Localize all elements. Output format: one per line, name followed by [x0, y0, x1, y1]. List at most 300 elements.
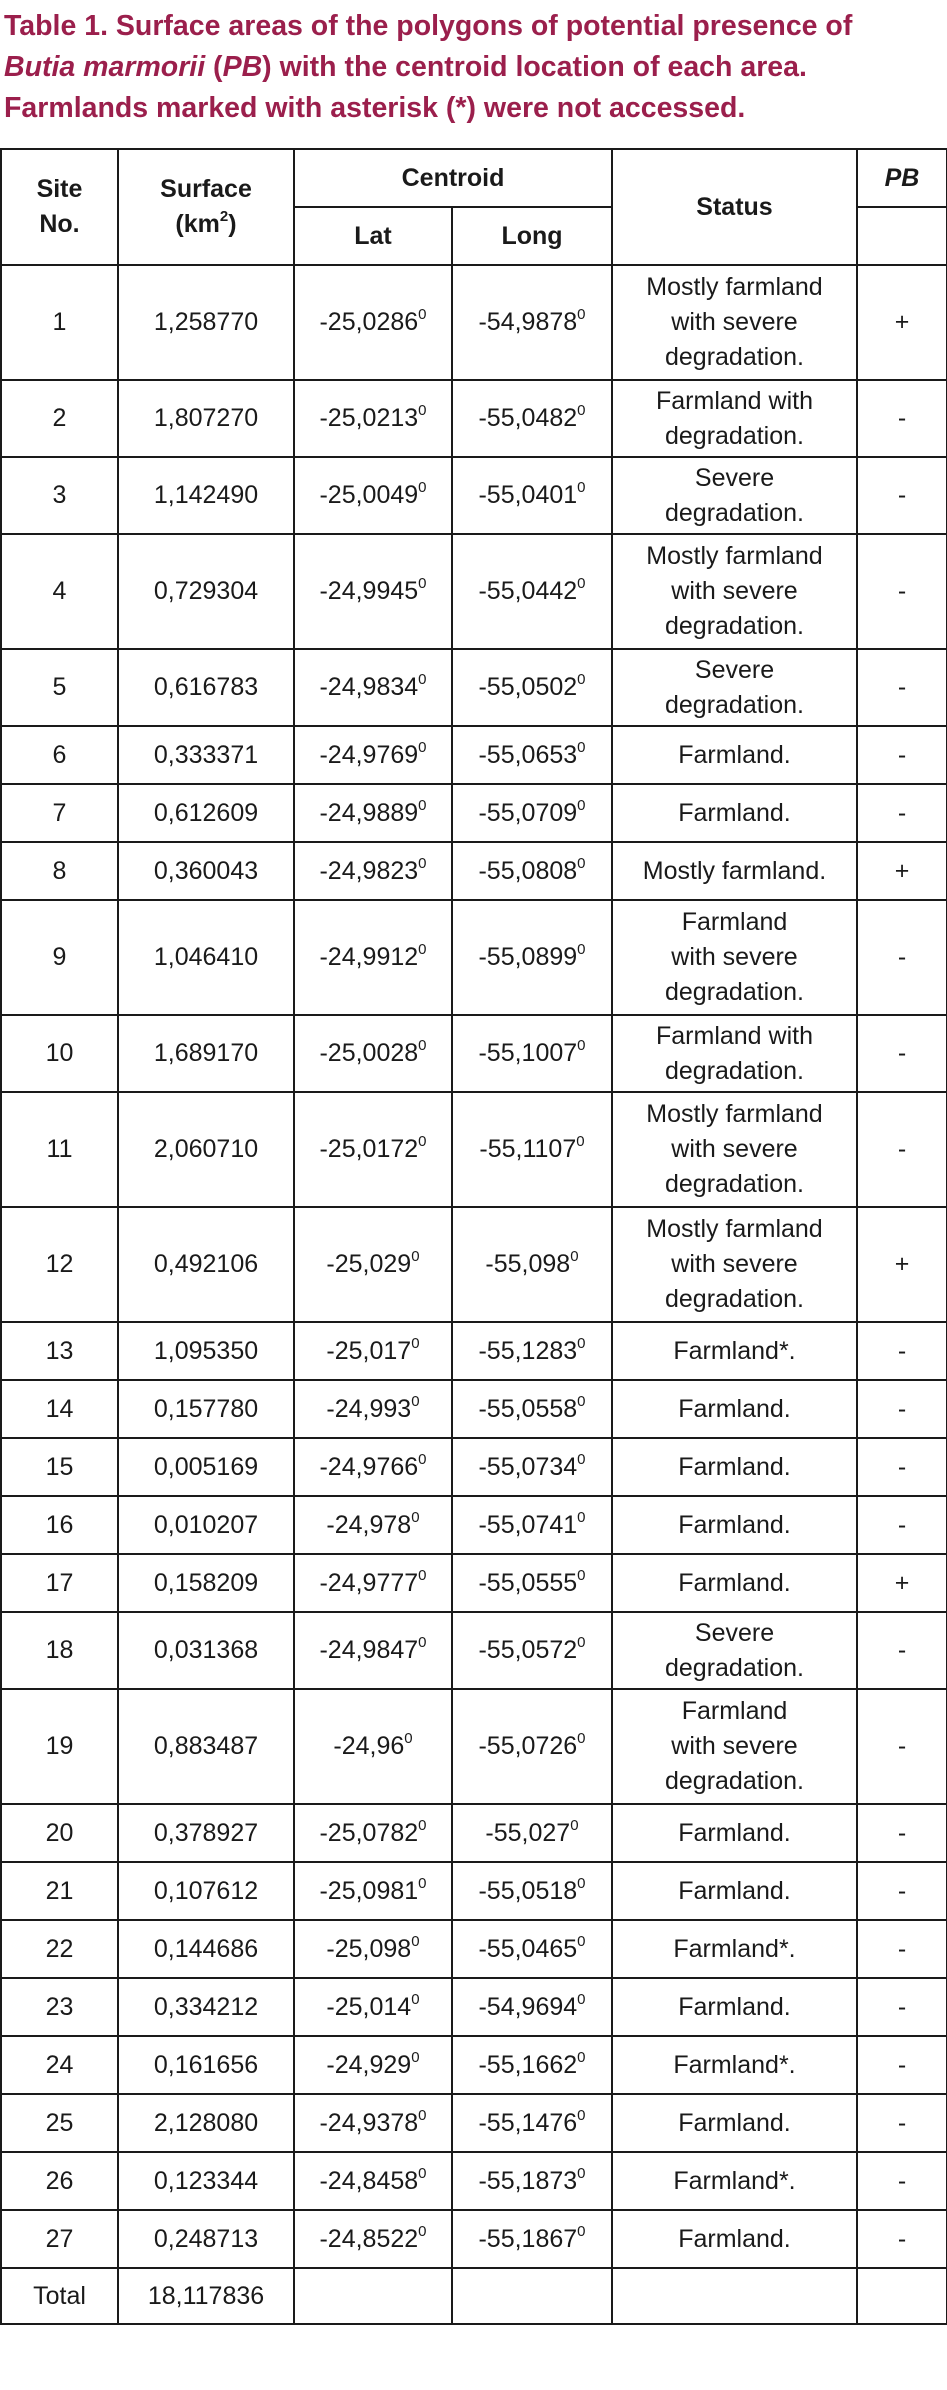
cell-site: 4 — [1, 534, 118, 649]
cell-site: 9 — [1, 900, 118, 1015]
table-row — [1, 1862, 947, 1920]
cell-status — [612, 784, 857, 842]
cell-surface: 0,333371 — [118, 726, 294, 784]
degree-mark: 0 — [577, 402, 586, 419]
cell-pb: + — [857, 1207, 947, 1322]
table-row — [1, 1438, 947, 1496]
table-row — [1, 2152, 947, 2210]
caption-pb: PB — [222, 51, 263, 83]
lat-value: -25,0213 — [319, 404, 419, 432]
long-value: -55,1867 — [478, 2224, 578, 2253]
status-line: degradation. — [664, 1285, 804, 1313]
lat-value: -25,0172 — [319, 1135, 419, 1163]
cell-status — [612, 1612, 857, 1689]
cell-long — [452, 2210, 612, 2268]
long-value: -55,098 — [485, 1250, 571, 1278]
cell-long — [452, 1092, 612, 1207]
cell-site: 24 — [1, 2036, 118, 2094]
lat-value: -24,978 — [326, 1510, 412, 1539]
lat-value: -25,0981 — [319, 1876, 419, 1905]
status-line: Farmland with — [656, 1021, 813, 1050]
long-value: -54,9878 — [478, 308, 578, 336]
cell-long — [452, 1207, 612, 1322]
long-value: -55,0726 — [478, 1732, 578, 1760]
long-value: -55,0555 — [478, 1568, 578, 1597]
table-caption — [4, 6, 934, 129]
status-line: Mostly farmland — [646, 1100, 823, 1128]
cell-pb: - — [857, 726, 947, 784]
lat-value: -25,017 — [326, 1336, 412, 1365]
header-surface: Surface $(km^2)$ — [118, 149, 294, 265]
cell-lat — [294, 1322, 452, 1380]
status-line: with severe — [671, 577, 798, 605]
cell-long — [452, 1380, 612, 1438]
status-line: degradation. — [664, 1170, 804, 1198]
cell-site: 10 — [1, 1015, 118, 1092]
caption-line-3: Farmlands marked with asterisk (*) were not accessed. — [4, 92, 746, 124]
degree-mark: 0 — [577, 796, 586, 814]
cell-pb: - — [857, 1804, 947, 1862]
status-line: degradation. — [664, 1056, 804, 1085]
cell-lat — [294, 1380, 452, 1438]
cell-site: 17 — [1, 1554, 118, 1612]
degree-mark: 0 — [577, 854, 586, 872]
lat-value: -24,8522 — [319, 2224, 419, 2253]
header-lat: Lat — [294, 207, 452, 265]
cell-lat — [294, 1092, 452, 1207]
cell-lat — [294, 1804, 452, 1862]
status-line: degradation. — [664, 1767, 804, 1795]
degree-mark: 0 — [577, 1334, 586, 1352]
cell-site: 15 — [1, 1438, 118, 1496]
degree-mark: 0 — [577, 1037, 586, 1054]
cell-long — [452, 380, 612, 457]
degree-mark: 0 — [418, 479, 427, 496]
long-value: -55,027 — [485, 1818, 571, 1847]
table-row — [1, 1554, 947, 1612]
degree-mark: 0 — [411, 1392, 420, 1410]
cell-site: 18 — [1, 1612, 118, 1689]
cell-long — [452, 2094, 612, 2152]
cell-site: 8 — [1, 842, 118, 900]
cell-pb: - — [857, 2152, 947, 2210]
status-line: Farmland. — [678, 1818, 791, 1847]
cell-pb: - — [857, 2036, 947, 2094]
cell-lat — [294, 649, 452, 726]
cell-lat — [294, 265, 452, 380]
cell-lat — [294, 1015, 452, 1092]
caption-open: ( — [205, 51, 223, 83]
cell-status — [612, 1438, 857, 1496]
degree-mark: 0 — [577, 1566, 586, 1584]
long-value: -55,0572 — [478, 1636, 578, 1664]
degree-mark: 0 — [570, 1816, 579, 1834]
cell-status — [612, 2152, 857, 2210]
long-value: -55,0741 — [478, 1510, 578, 1539]
cell-site: 6 — [1, 726, 118, 784]
cell-lat — [294, 2036, 452, 2094]
status-line: with severe — [671, 308, 798, 336]
table-row — [1, 1322, 947, 1380]
status-line: Farmland. — [678, 2224, 791, 2253]
status-line: degradation. — [664, 1653, 804, 1682]
status-line: Farmland with — [656, 386, 813, 415]
cell-lat — [294, 842, 452, 900]
cell-pb: - — [857, 1438, 947, 1496]
total-surface: 18,117836 — [118, 2268, 294, 2324]
long-value: -55,0899 — [478, 943, 578, 971]
cell-site: 20 — [1, 1804, 118, 1862]
cell-long — [452, 1920, 612, 1978]
degree-mark: 0 — [418, 1133, 427, 1150]
table-row — [1, 784, 947, 842]
cell-surface: 2,060710 — [118, 1092, 294, 1207]
cell-status — [612, 2094, 857, 2152]
table-row — [1, 842, 947, 900]
header-pb: PB — [857, 149, 947, 207]
degree-mark: 0 — [577, 941, 586, 958]
lat-value: -24,9889 — [319, 798, 419, 827]
degree-mark: 0 — [577, 671, 586, 688]
cell-pb: - — [857, 1322, 947, 1380]
lat-value: -25,0049 — [319, 481, 419, 509]
cell-site: 22 — [1, 1920, 118, 1978]
status-line: Farmland*. — [673, 2166, 796, 2195]
degree-mark: 0 — [411, 1334, 420, 1352]
cell-surface: 0,360043 — [118, 842, 294, 900]
status-line: degradation. — [664, 612, 804, 640]
status-line: degradation. — [664, 421, 804, 450]
cell-lat — [294, 1554, 452, 1612]
cell-site: 27 — [1, 2210, 118, 2268]
status-line: degradation. — [664, 690, 804, 719]
cell-lat — [294, 1496, 452, 1554]
cell-surface: 1,046410 — [118, 900, 294, 1015]
status-line: Mostly farmland — [646, 542, 823, 570]
cell-site: 13 — [1, 1322, 118, 1380]
degree-mark: 0 — [577, 2222, 586, 2240]
cell-status — [612, 1804, 857, 1862]
degree-mark: 0 — [418, 738, 427, 756]
cell-site: 7 — [1, 784, 118, 842]
cell-surface: 1,689170 — [118, 1015, 294, 1092]
cell-status — [612, 380, 857, 457]
cell-site: 11 — [1, 1092, 118, 1207]
cell-site: 19 — [1, 1689, 118, 1804]
cell-status — [612, 534, 857, 649]
status-line: degradation. — [664, 498, 804, 527]
status-line: Mostly farmland — [646, 273, 823, 301]
long-value: -55,1107 — [479, 1135, 577, 1163]
lat-value: -24,993 — [326, 1394, 412, 1423]
cell-lat — [294, 1689, 452, 1804]
cell-long — [452, 900, 612, 1015]
cell-pb: + — [857, 265, 947, 380]
lat-value: -25,014 — [326, 1992, 412, 2021]
header-pb-empty — [857, 207, 947, 265]
cell-lat — [294, 1978, 452, 2036]
degree-mark: 0 — [411, 1248, 420, 1265]
cell-pb: - — [857, 1920, 947, 1978]
cell-long — [452, 1015, 612, 1092]
degree-mark: 0 — [411, 1990, 420, 2008]
degree-mark: 0 — [418, 2164, 427, 2182]
cell-surface: 0,378927 — [118, 1804, 294, 1862]
degree-mark: 0 — [577, 575, 586, 592]
long-value: -55,0808 — [478, 856, 578, 885]
cell-site: 25 — [1, 2094, 118, 2152]
lat-value: -24,9945 — [319, 577, 419, 605]
cell-surface: 0,883487 — [118, 1689, 294, 1804]
cell-status — [612, 842, 857, 900]
cell-long — [452, 1496, 612, 1554]
cell-status — [612, 1092, 857, 1207]
cell-long — [452, 1612, 612, 1689]
degree-mark: 0 — [418, 796, 427, 814]
long-value: -55,0482 — [478, 404, 578, 432]
cell-site: 23 — [1, 1978, 118, 2036]
cell-surface: 0,031368 — [118, 1612, 294, 1689]
cell-long — [452, 1438, 612, 1496]
cell-lat — [294, 380, 452, 457]
status-line: Farmland. — [678, 1876, 791, 1905]
cell-long — [452, 2036, 612, 2094]
status-line: Farmland. — [678, 1568, 791, 1597]
cell-pb: - — [857, 2094, 947, 2152]
cell-pb: - — [857, 1092, 947, 1207]
status-line: Farmland. — [678, 1394, 791, 1423]
table-row — [1, 2094, 947, 2152]
cell-pb: - — [857, 1380, 947, 1438]
table-row — [1, 1496, 947, 1554]
cell-surface: 0,161656 — [118, 2036, 294, 2094]
header-long: Long — [452, 207, 612, 265]
degree-mark: 0 — [577, 1634, 586, 1651]
status-line: with severe — [671, 1250, 798, 1278]
table-body — [1, 265, 947, 2268]
cell-long — [452, 534, 612, 649]
cell-long — [452, 1804, 612, 1862]
degree-mark: 0 — [418, 1874, 427, 1892]
cell-surface: 2,128080 — [118, 2094, 294, 2152]
cell-status — [612, 1689, 857, 1804]
cell-site: 2 — [1, 380, 118, 457]
cell-status — [612, 265, 857, 380]
cell-long — [452, 2152, 612, 2210]
cell-long — [452, 1978, 612, 2036]
cell-lat — [294, 2152, 452, 2210]
lat-value: -25,0782 — [319, 1818, 419, 1847]
cell-surface: 0,107612 — [118, 1862, 294, 1920]
cell-site: 5 — [1, 649, 118, 726]
status-line: degradation. — [664, 978, 804, 1006]
lat-value: -24,9912 — [319, 943, 419, 971]
cell-pb: - — [857, 380, 947, 457]
cell-pb: - — [857, 1496, 947, 1554]
lat-value: -24,9834 — [319, 673, 419, 701]
status-line: Farmland. — [678, 2108, 791, 2137]
status-line: with severe — [671, 943, 798, 971]
cell-long — [452, 649, 612, 726]
cell-lat — [294, 1438, 452, 1496]
long-value: -55,1283 — [478, 1336, 578, 1365]
long-value: -55,0518 — [478, 1876, 578, 1905]
status-line: Farmland — [681, 1697, 788, 1725]
long-value: -55,0558 — [478, 1394, 578, 1423]
long-value: -55,1007 — [478, 1039, 578, 1067]
cell-lat — [294, 1612, 452, 1689]
table-row — [1, 1612, 947, 1689]
total-row — [1, 2268, 947, 2324]
long-value: -54,9694 — [478, 1992, 578, 2021]
cell-site: 16 — [1, 1496, 118, 1554]
total-empty-lat — [294, 2268, 452, 2324]
degree-mark: 0 — [577, 479, 586, 496]
long-value: -55,1476 — [478, 2108, 578, 2137]
cell-surface: 0,612609 — [118, 784, 294, 842]
table-row — [1, 380, 947, 457]
degree-mark: 0 — [577, 1990, 586, 2008]
header-status: Status — [612, 149, 857, 265]
cell-surface: 0,010207 — [118, 1496, 294, 1554]
cell-pb: - — [857, 1862, 947, 1920]
cell-status — [612, 649, 857, 726]
lat-value: -25,0286 — [319, 308, 419, 336]
status-line: Farmland. — [678, 798, 791, 827]
long-value: -55,0734 — [478, 1452, 578, 1481]
table-row — [1, 1978, 947, 2036]
degree-mark: 0 — [418, 402, 427, 419]
long-value: -55,1662 — [478, 2050, 578, 2079]
cell-pb: - — [857, 1612, 947, 1689]
cell-site: 12 — [1, 1207, 118, 1322]
degree-mark: 0 — [411, 1508, 420, 1526]
long-value: -55,0465 — [478, 1934, 578, 1963]
cell-surface: 0,334212 — [118, 1978, 294, 2036]
degree-mark: 0 — [577, 306, 586, 323]
cell-long — [452, 726, 612, 784]
degree-mark: 0 — [577, 1932, 586, 1950]
table-row — [1, 1689, 947, 1804]
cell-status — [612, 457, 857, 534]
cell-surface: 1,807270 — [118, 380, 294, 457]
cell-site: 21 — [1, 1862, 118, 1920]
cell-long — [452, 457, 612, 534]
status-line: Farmland. — [678, 1452, 791, 1481]
degree-mark: 0 — [418, 1816, 427, 1834]
status-line: Farmland*. — [673, 1934, 796, 1963]
cell-status — [612, 1862, 857, 1920]
cell-status — [612, 1380, 857, 1438]
cell-status — [612, 2210, 857, 2268]
lat-value: -24,9378 — [319, 2108, 419, 2137]
cell-status — [612, 1920, 857, 1978]
cell-pb: + — [857, 842, 947, 900]
cell-pb: - — [857, 1689, 947, 1804]
cell-pb: - — [857, 900, 947, 1015]
cell-surface: 0,157780 — [118, 1380, 294, 1438]
status-line: Farmland*. — [673, 2050, 796, 2079]
cell-long — [452, 265, 612, 380]
cell-long — [452, 1862, 612, 1920]
cell-pb: - — [857, 1015, 947, 1092]
degree-mark: 0 — [577, 1508, 586, 1526]
cell-lat — [294, 2210, 452, 2268]
long-value: -55,0442 — [478, 577, 578, 605]
cell-lat — [294, 1207, 452, 1322]
table-row — [1, 265, 947, 380]
table-row — [1, 534, 947, 649]
table-row — [1, 1380, 947, 1438]
cell-surface: 1,258770 — [118, 265, 294, 380]
long-value: -55,0653 — [478, 740, 578, 769]
data-table — [0, 148, 947, 2325]
degree-mark: 0 — [577, 2048, 586, 2066]
cell-pb: - — [857, 534, 947, 649]
table-row — [1, 1092, 947, 1207]
cell-surface: 0,005169 — [118, 1438, 294, 1496]
table-row — [1, 1207, 947, 1322]
cell-pb: - — [857, 784, 947, 842]
status-line: with severe — [671, 1732, 798, 1760]
total-empty-long — [452, 2268, 612, 2324]
cell-surface: 0,248713 — [118, 2210, 294, 2268]
lat-value: -24,96 — [333, 1732, 405, 1760]
long-value: -55,0401 — [478, 481, 578, 509]
cell-lat — [294, 2094, 452, 2152]
degree-mark: 0 — [577, 2164, 586, 2182]
cell-status — [612, 1554, 857, 1612]
degree-mark: 0 — [577, 1450, 586, 1468]
degree-mark: 0 — [418, 1566, 427, 1584]
degree-mark: 0 — [418, 941, 427, 958]
table-row — [1, 457, 947, 534]
cell-surface: 0,123344 — [118, 2152, 294, 2210]
degree-mark: 0 — [418, 854, 427, 872]
degree-mark: 0 — [411, 2048, 420, 2066]
cell-long — [452, 1689, 612, 1804]
cell-lat — [294, 784, 452, 842]
long-value: -55,0502 — [478, 673, 578, 701]
degree-mark: 0 — [576, 1133, 585, 1150]
table-row — [1, 900, 947, 1015]
cell-long — [452, 1554, 612, 1612]
table-row — [1, 1920, 947, 1978]
cell-surface: 1,095350 — [118, 1322, 294, 1380]
header-site: Site No. — [1, 149, 118, 265]
status-line: Farmland*. — [673, 1336, 796, 1365]
status-line: Mostly farmland. — [642, 856, 827, 885]
status-line: Farmland. — [678, 740, 791, 769]
lat-value: -24,9847 — [319, 1636, 419, 1664]
lat-value: -24,9769 — [319, 740, 419, 769]
cell-site: 3 — [1, 457, 118, 534]
lat-value: -24,9823 — [319, 856, 419, 885]
cell-pb: - — [857, 1978, 947, 2036]
status-line: Farmland. — [678, 1510, 791, 1539]
status-line: Severe — [694, 463, 775, 492]
cell-status — [612, 1496, 857, 1554]
cell-status — [612, 900, 857, 1015]
lat-value: -24,929 — [326, 2050, 412, 2079]
cell-status — [612, 726, 857, 784]
caption-rest: ) with the centroid location of each area. — [262, 51, 807, 83]
total-label: Total — [1, 2268, 118, 2324]
lat-value: -24,9777 — [319, 1568, 419, 1597]
cell-lat — [294, 1920, 452, 1978]
status-line: Farmland — [681, 908, 788, 936]
cell-lat — [294, 534, 452, 649]
